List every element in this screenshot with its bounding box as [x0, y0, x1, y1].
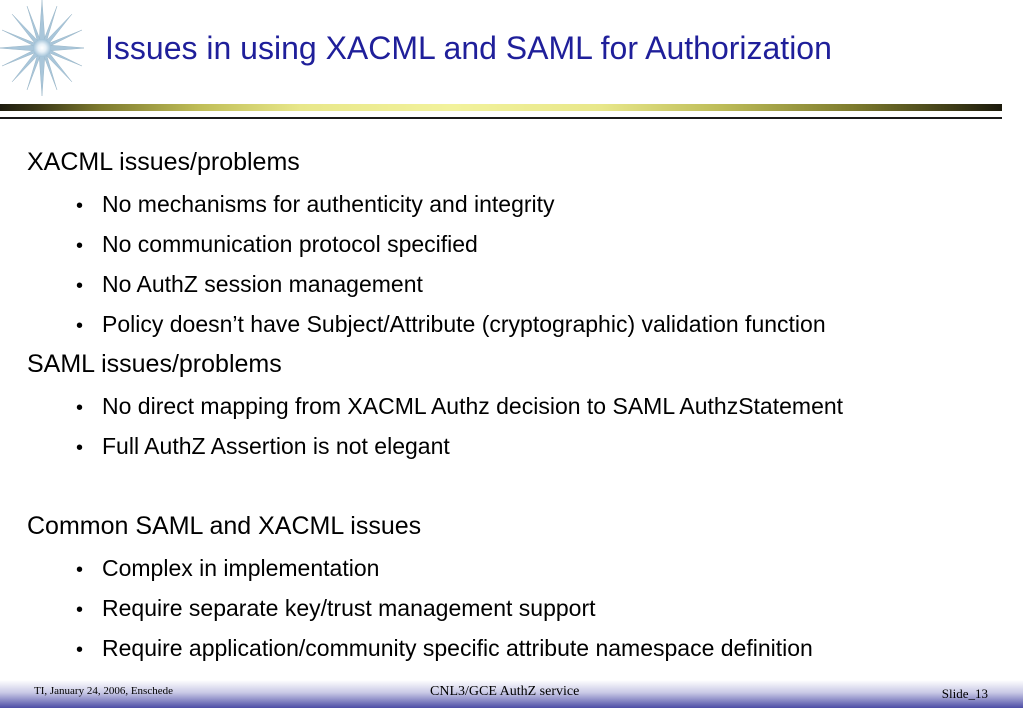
bullet-text: No direct mapping from XACML Authz decision to SAML AuthzStatement [102, 393, 844, 419]
bullet-item [76, 191, 555, 218]
bullet-text: Require separate key/trust management support [102, 595, 596, 621]
section-heading: Common SAML and XACML issues [27, 512, 422, 540]
bullet-text: No AuthZ session management [102, 271, 423, 297]
bullet-item [76, 393, 843, 420]
bullet-item [76, 555, 379, 582]
footer-presentation-title: CNL3/GCE AuthZ service [430, 684, 580, 699]
bullet-text: Full AuthZ Assertion is not elegant [102, 433, 450, 459]
title-gradient-bar [0, 104, 1002, 111]
bullet-text: No mechanisms for authenticity and integrity [102, 191, 555, 217]
footer-date-location: TI, January 24, 2006, Enschede [34, 685, 173, 697]
section-heading: SAML issues/problems [27, 350, 282, 378]
bullet-dot: • [76, 559, 84, 581]
bullet-dot: • [76, 315, 84, 337]
bullet-text: Policy doesn’t have Subject/Attribute (cryptographic) validation function [102, 311, 826, 337]
slide-footer [0, 680, 1023, 708]
bullet-item [76, 271, 423, 298]
bullet-text: No communication protocol specified [102, 231, 478, 257]
bullet-dot: • [76, 599, 84, 621]
bullet-dot: • [76, 437, 84, 459]
title-divider [0, 117, 1002, 119]
footer-slide-number: Slide_13 [941, 686, 988, 701]
bullet-item [76, 311, 826, 338]
bullet-item [76, 635, 813, 662]
bullet-dot: • [76, 275, 84, 297]
starburst-icon [0, 0, 84, 100]
slide-title: Issues in using XACML and SAML for Authorization [105, 30, 832, 66]
bullet-item [76, 433, 450, 460]
bullet-dot: • [76, 397, 84, 419]
bullet-dot: • [76, 235, 84, 257]
bullet-text: Complex in implementation [102, 555, 380, 581]
bullet-text: Require application/community specific attribute namespace definition [102, 635, 813, 661]
bullet-item [76, 595, 596, 622]
bullet-dot: • [76, 195, 84, 217]
section-heading: XACML issues/problems [27, 148, 300, 176]
bullet-dot: • [76, 639, 84, 661]
bullet-item [76, 231, 478, 258]
